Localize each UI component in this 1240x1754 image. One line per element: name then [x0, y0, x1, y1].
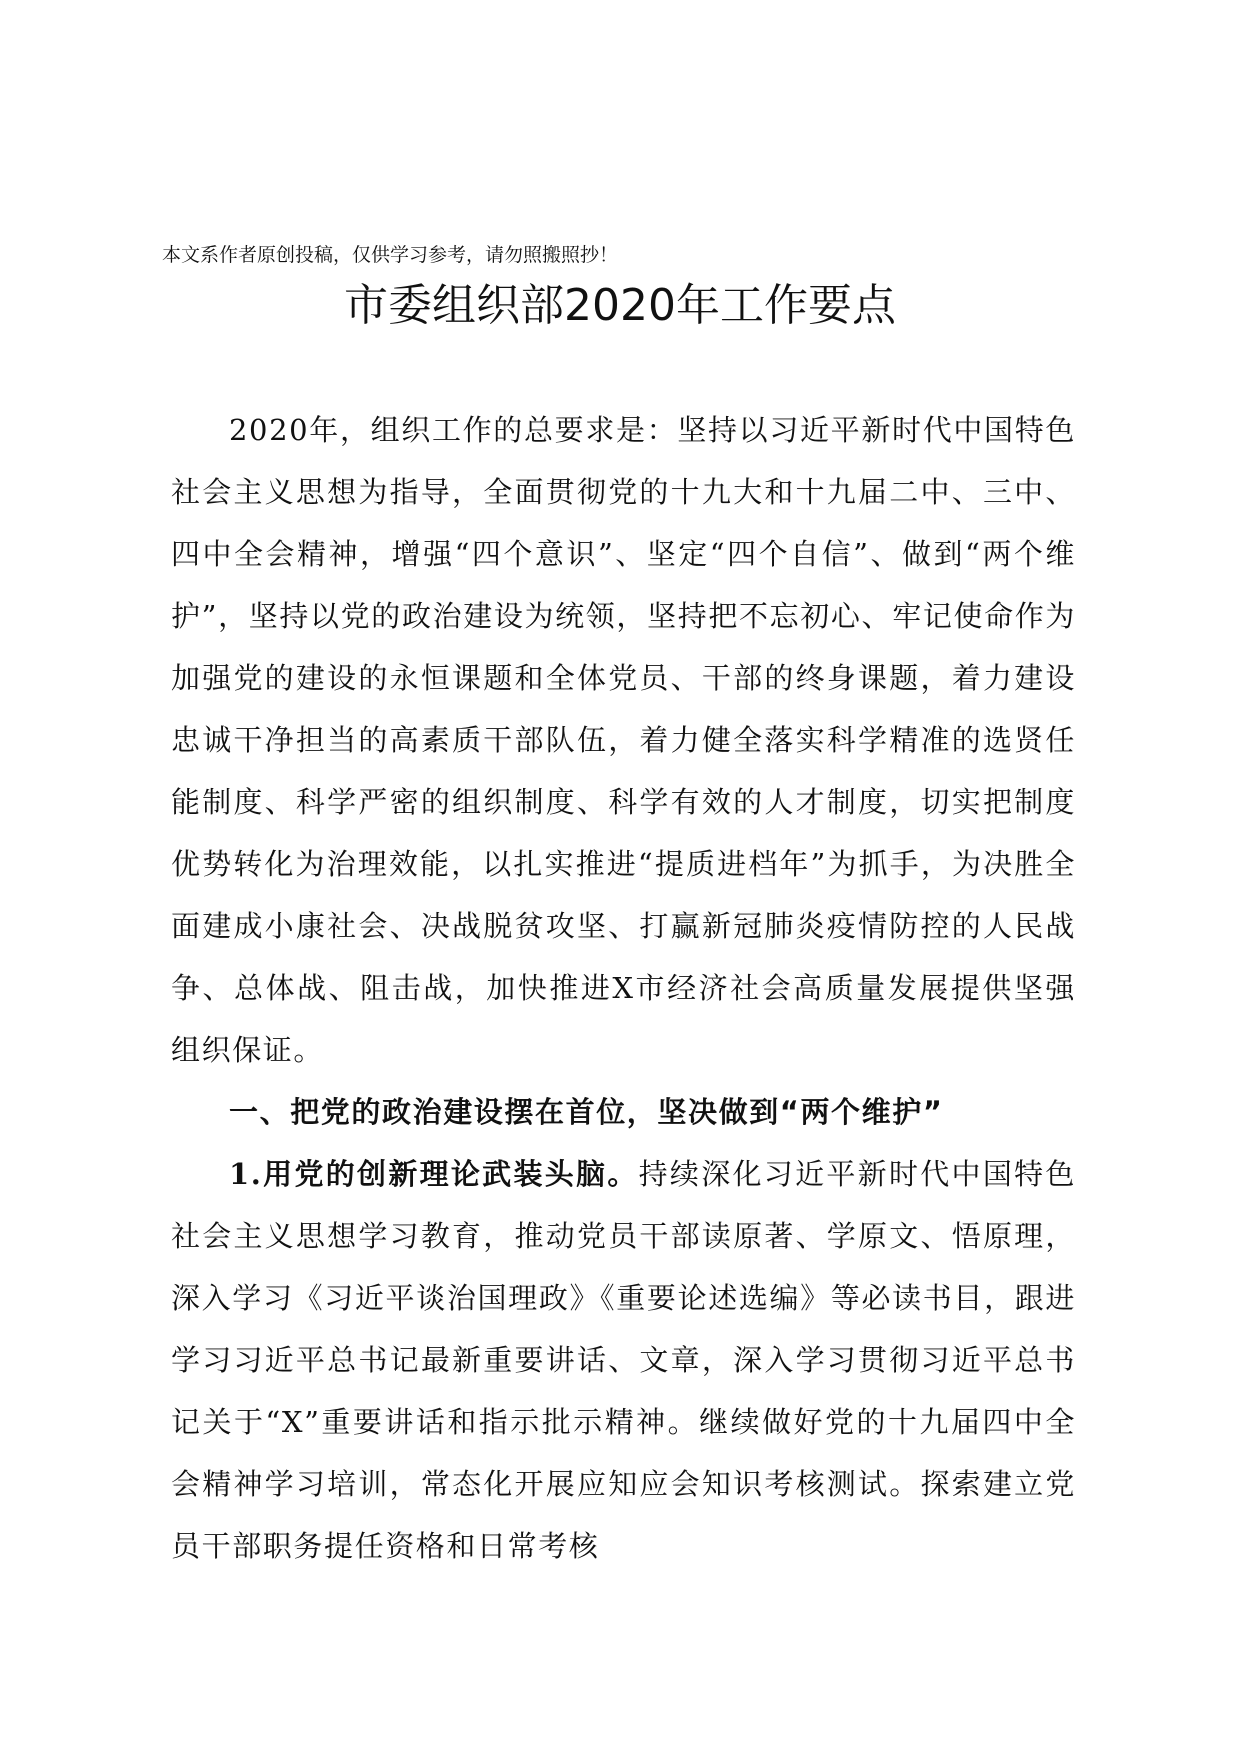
intro-paragraph: 2020年，组织工作的总要求是：坚持以习近平新时代中国特色社会主义思想为指导，全面贯彻党的十九大和十九届二中、三中、四中全会精神，增强“四个意识”、坚定“四个自信”、做到“两个维护”，坚持以党的政治建设为统领，坚持把不忘初心、牢记使命作为加强党的建设的永恒课题和全体党员、干部的终身课题，着力建设忠诚干净担当的高素质干部队伍，着力健全落实科学精准的选贤任能制度、科学严密的组织制度、科学有效的人才制度，切实把制度优势转化为治理效能，以扎实推进“提质进档年”为抓手，为决胜全面建成小康社会、决战脱贫攻坚、打赢新冠肺炎疫情防控的人民战争、总体战、阻击战，加快推进X市经济社会高质量发展提供坚强组织保证。	[171, 413, 1076, 1067]
item-1-paragraph	[171, 1143, 1076, 1577]
section-1-heading: 一、把党的政治建设摆在首位，坚决做到“两个维护”	[229, 1095, 944, 1129]
copyright-notice: 本文系作者原创投稿，仅供学习参考，请勿照搬照抄！	[162, 244, 619, 266]
document-body	[171, 399, 1076, 1577]
item-1-text: 持续深化习近平新时代中国特色社会主义思想学习教育，推动党员干部读原著、学原文、悟原理，深入学习《习近平谈治国理政》《重要论述选编》等必读书目，跟进学习习近平总书记最新重要讲话、文章，深入学习贯彻习近平总书记关于“X”重要讲话和指示批示精神。继续做好党的十九届四中全会精神学习培训，常态化开展应知应会知识考核测试。探索建立党员干部职务提任资格和日常考核	[171, 1157, 1076, 1563]
item-1-heading: 1.用党的创新理论武装头脑。	[229, 1157, 639, 1191]
document-title: 市委组织部2020年工作要点	[344, 280, 896, 331]
